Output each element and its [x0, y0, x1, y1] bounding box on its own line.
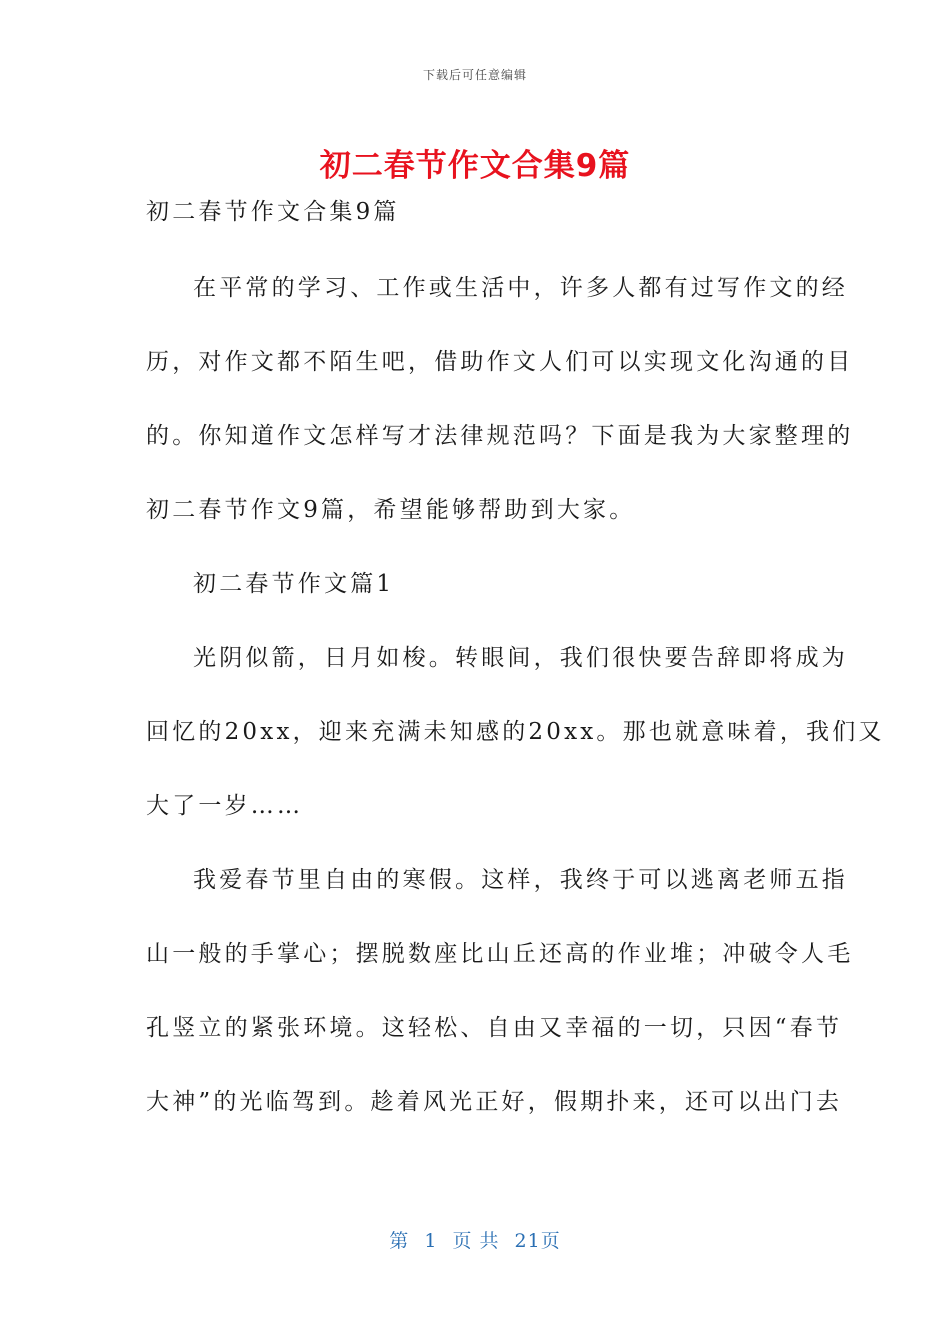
body-line: 回忆的20xx，迎来充满未知感的20xx。那也就意味着，我们又: [146, 719, 885, 745]
body-line: 历，对作文都不陌生吧，借助作文人们可以实现文化沟通的目: [146, 349, 854, 375]
body-line: 初二春节作文合集9篇: [146, 199, 400, 225]
body-line: 光阴似箭，日月如梭。转眼间，我们很快要告辞即将成为: [193, 645, 848, 671]
footer-middle: 页 共: [452, 1230, 500, 1252]
body-line: 大神”的光临驾到。趁着风光正好，假期扑来，还可以出门去: [146, 1089, 843, 1115]
body-line: 我爱春节里自由的寒假。这样，我终于可以逃离老师五指: [193, 867, 848, 893]
body-line: 初二春节作文9篇，希望能够帮助到大家。: [146, 497, 636, 523]
page-footer: [0, 1226, 950, 1253]
body-line: 初二春节作文篇1: [193, 571, 395, 597]
body-line: 在平常的学习、工作或生活中，许多人都有过写作文的经: [193, 275, 848, 301]
footer-total-pages: 21页: [514, 1230, 561, 1252]
body-line: 大了一岁……: [146, 793, 304, 819]
footer-current-page: 1: [424, 1230, 438, 1252]
header-note: 下载后可任意编辑: [422, 68, 527, 82]
body-line: 孔竖立的紧张环境。这轻松、自由又幸福的一切，只因“春节: [146, 1015, 843, 1041]
body-line: 的。你知道作文怎样写才法律规范吗？下面是我为大家整理的: [146, 423, 854, 449]
footer-prefix: 第: [389, 1230, 410, 1252]
body-line: 山一般的手掌心；摆脱数座比山丘还高的作业堆；冲破令人毛: [146, 941, 854, 967]
document-title: 初二春节作文合集9篇: [319, 148, 631, 184]
